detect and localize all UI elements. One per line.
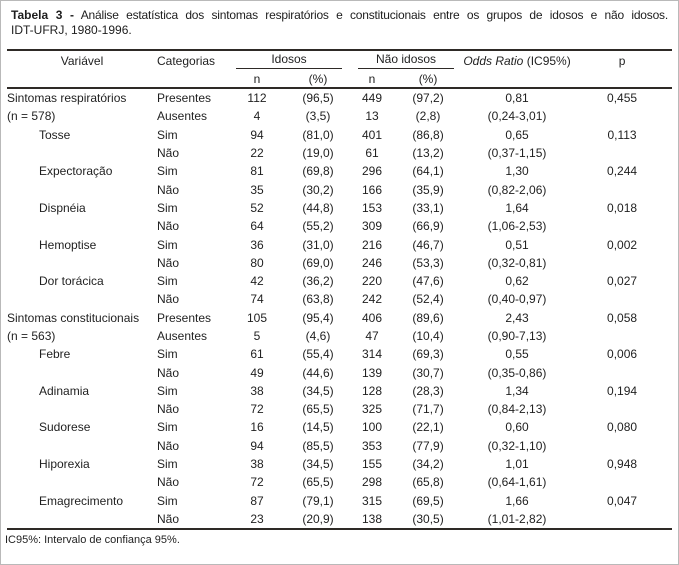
col-header-spacer	[157, 70, 228, 88]
cell-p-value	[572, 144, 672, 162]
cell-variable: Tosse	[39, 127, 71, 142]
table-number: Tabela 3 -	[11, 8, 74, 22]
cell-nao-idosos-pct: (69,3)	[412, 347, 444, 362]
cell-idosos-n: 94	[250, 127, 264, 142]
cell-idosos-n: 38	[250, 457, 264, 472]
table-row	[7, 327, 672, 345]
cell-category: Não	[157, 182, 180, 197]
col-header-spacer	[572, 70, 672, 88]
col-header-nao-idosos-n: n	[350, 70, 394, 88]
cell-odds-ratio: (0,82-2,06)	[487, 182, 547, 197]
cell-idosos-pct: (95,4)	[302, 310, 334, 325]
cell-nao-idosos-pct: (28,3)	[412, 383, 444, 398]
cell-nao-idosos-pct: (65,8)	[412, 475, 444, 490]
cell-category: Não	[157, 219, 180, 234]
cell-idosos-pct: (20,9)	[286, 510, 350, 529]
cell-category: Sim	[157, 420, 178, 435]
cell-nao-idosos-n: 13	[365, 109, 379, 124]
cell-odds-ratio: 2,43	[505, 310, 529, 325]
table-row	[7, 363, 672, 381]
cell-odds-ratio: (0,64-1,61)	[487, 475, 547, 490]
cell-odds-ratio: (0,90-7,13)	[487, 329, 547, 343]
table-row	[7, 88, 672, 107]
table-row	[7, 455, 672, 473]
cell-nao-idosos-pct: (13,2)	[412, 146, 444, 161]
cell-idosos-pct: (96,5)	[302, 91, 334, 106]
cell-nao-idosos-n: 242	[362, 292, 383, 307]
cell-nao-idosos-pct: (69,5)	[412, 493, 444, 508]
cell-idosos-n: 87	[250, 493, 264, 508]
cell-category: Sim	[157, 127, 178, 142]
cell-variable: Sintomas respiratórios	[7, 91, 127, 106]
cell-p-value	[572, 180, 672, 198]
cell-odds-ratio: 0,55	[505, 347, 529, 362]
cell-variable	[7, 437, 157, 455]
cell-nao-idosos-n: 325	[362, 402, 383, 417]
cell-nao-idosos-pct: (34,2)	[412, 457, 444, 472]
col-header-idosos-pct: (%)	[286, 70, 350, 88]
cell-category: Sim	[157, 347, 178, 362]
cell-variable	[7, 510, 157, 529]
cell-idosos-n: 16	[250, 420, 264, 435]
table-caption	[11, 8, 668, 38]
cell-idosos-pct: (69,8)	[302, 164, 334, 179]
cell-idosos-n: 72	[250, 402, 264, 417]
col-header-nao-idosos-pct: (%)	[394, 70, 462, 88]
cell-p-value: 0,948	[607, 457, 638, 472]
cell-category: Não	[157, 365, 180, 380]
cell-variable: Sudorese	[39, 420, 91, 435]
cell-nao-idosos-n: 246	[362, 255, 383, 270]
table-row	[7, 272, 672, 290]
col-group-nao-idosos	[350, 50, 462, 70]
cell-idosos-pct: (4,6)	[305, 329, 331, 343]
table-row	[7, 400, 672, 418]
statistics-table	[7, 49, 672, 530]
table-row	[7, 418, 672, 436]
cell-idosos-n: 81	[250, 164, 264, 179]
cell-idosos-n: 35	[250, 182, 264, 197]
cell-p-value	[572, 290, 672, 308]
table-body	[7, 88, 672, 529]
cell-idosos-n: 72	[250, 475, 264, 490]
table-footnote: IC95%: Intervalo de confiança 95%.	[5, 534, 180, 547]
table-header-row-sub	[7, 70, 672, 88]
cell-idosos-pct: (36,2)	[302, 274, 334, 289]
cell-variable: Emagrecimento	[39, 493, 124, 508]
cell-nao-idosos-n: 139	[362, 365, 383, 380]
cell-category: Ausentes	[157, 109, 208, 124]
cell-category: Não	[157, 402, 180, 417]
cell-odds-ratio: 0,51	[505, 237, 529, 252]
cell-idosos-n: 4	[253, 109, 261, 124]
cell-idosos-n: 42	[250, 274, 264, 289]
cell-p-value: 0,080	[607, 420, 638, 435]
table-row	[7, 345, 672, 363]
cell-odds-ratio: (0,35-0,86)	[487, 365, 547, 380]
cell-variable: Dor torácica	[39, 274, 104, 289]
cell-p-value	[572, 510, 672, 529]
table-row	[7, 382, 672, 400]
cell-nao-idosos-n: 47	[365, 329, 379, 343]
cell-nao-idosos-n: 314	[362, 347, 383, 362]
cell-nao-idosos-n: 155	[362, 457, 383, 472]
cell-idosos-n: 38	[250, 383, 264, 398]
cell-category: Sim	[157, 493, 178, 508]
cell-nao-idosos-pct: (30,7)	[412, 365, 444, 380]
cell-p-value: 0,027	[607, 274, 638, 289]
cell-variable	[7, 144, 157, 162]
cell-nao-idosos-n: 100	[362, 420, 383, 435]
cell-nao-idosos-n: 220	[362, 274, 383, 289]
cell-odds-ratio: 0,60	[505, 420, 529, 435]
col-group-idosos-label: Idosos	[236, 52, 342, 69]
cell-idosos-n: 36	[250, 237, 264, 252]
cell-p-value: 0,002	[607, 237, 638, 252]
cell-idosos-pct: (34,5)	[302, 457, 334, 472]
table-row	[7, 437, 672, 455]
cell-odds-ratio: (0,37-1,15)	[487, 146, 547, 161]
table-row	[7, 199, 672, 217]
cell-nao-idosos-n: 128	[362, 383, 383, 398]
cell-variable: Adinamia	[39, 383, 90, 398]
cell-idosos-n: 105	[246, 310, 268, 325]
cell-category: Sim	[157, 200, 178, 215]
cell-p-value	[572, 327, 672, 345]
table-row	[7, 126, 672, 144]
table-row	[7, 235, 672, 253]
table-caption-line2: IDT-UFRJ, 1980-1996.	[11, 23, 132, 37]
table-header-row-groups	[7, 50, 672, 70]
cell-idosos-pct: (69,0)	[302, 255, 334, 270]
cell-idosos-pct: (44,8)	[302, 200, 334, 215]
cell-variable	[7, 400, 157, 418]
table-caption-text: Análise estatística dos sintomas respiratórios e constitucionais entre os grupos de idosos e não idosos.	[80, 8, 668, 22]
cell-nao-idosos-n: 315	[362, 493, 383, 508]
cell-idosos-n: 94	[250, 438, 264, 453]
cell-variable: Sintomas constitucionais	[7, 310, 140, 325]
cell-odds-ratio: 0,65	[505, 127, 529, 142]
odds-ratio-italic-label: Odds Ratio	[463, 53, 524, 68]
cell-odds-ratio: 0,81	[505, 91, 529, 106]
cell-nao-idosos-n: 298	[362, 475, 383, 490]
cell-idosos-n: 5	[253, 329, 261, 343]
cell-p-value	[572, 107, 672, 125]
cell-variable: (n = 578)	[7, 109, 56, 124]
cell-variable: Dispnéia	[39, 200, 86, 215]
col-header-spacer	[7, 70, 157, 88]
cell-category: Não	[157, 510, 228, 529]
cell-odds-ratio: 0,62	[505, 274, 529, 289]
cell-idosos-n: 23	[228, 510, 286, 529]
cell-odds-ratio: 1,66	[505, 493, 529, 508]
cell-p-value	[572, 437, 672, 455]
cell-idosos-n: 49	[250, 365, 264, 380]
cell-category: Sim	[157, 237, 178, 252]
table-row	[7, 162, 672, 180]
cell-variable: (n = 563)	[7, 329, 56, 343]
col-header-odds-ratio	[462, 50, 572, 70]
table-row	[7, 290, 672, 308]
cell-variable: Hemoptise	[39, 237, 97, 252]
cell-idosos-pct: (65,5)	[302, 475, 334, 490]
cell-nao-idosos-pct: (86,8)	[412, 127, 444, 142]
cell-odds-ratio: (0,32-1,10)	[487, 438, 547, 453]
cell-p-value: 0,194	[607, 383, 638, 398]
table-row	[7, 144, 672, 162]
cell-p-value	[572, 473, 672, 491]
col-group-nao-idosos-label: Não idosos	[358, 52, 454, 69]
cell-p-value: 0,018	[607, 200, 638, 215]
cell-odds-ratio: (0,84-2,13)	[487, 402, 547, 417]
table-row	[7, 510, 672, 529]
cell-category: Sim	[157, 164, 178, 179]
cell-nao-idosos-pct: (2,8)	[415, 109, 441, 124]
cell-idosos-n: 64	[250, 219, 264, 234]
table-row	[7, 473, 672, 491]
cell-category: Sim	[157, 383, 178, 398]
cell-idosos-pct: (30,2)	[302, 182, 334, 197]
cell-category: Não	[157, 292, 180, 307]
cell-nao-idosos-n: 166	[362, 182, 383, 197]
cell-nao-idosos-n: 153	[362, 200, 383, 215]
table-row	[7, 107, 672, 125]
col-header-variavel: Variável	[7, 50, 157, 70]
cell-idosos-pct: (79,1)	[302, 493, 334, 508]
table-header	[7, 50, 672, 88]
cell-p-value	[572, 254, 672, 272]
cell-variable	[7, 217, 157, 235]
col-group-idosos	[228, 50, 350, 70]
cell-nao-idosos-pct: (46,7)	[412, 237, 444, 252]
table-caption-line1	[11, 8, 668, 23]
cell-odds-ratio: (1,01-2,82)	[462, 510, 572, 529]
cell-idosos-pct: (34,5)	[302, 383, 334, 398]
cell-odds-ratio: 1,64	[505, 200, 529, 215]
col-header-spacer	[462, 70, 572, 88]
cell-variable: Expectoração	[39, 164, 113, 179]
cell-nao-idosos-pct: (30,5)	[394, 510, 462, 529]
cell-idosos-pct: (85,5)	[302, 438, 334, 453]
cell-variable: Hiporexia	[39, 457, 90, 472]
odds-ratio-ci-label: (IC95%)	[526, 53, 571, 68]
table-row	[7, 492, 672, 510]
cell-category: Sim	[157, 274, 178, 289]
cell-p-value: 0,113	[607, 127, 637, 142]
cell-idosos-n: 52	[250, 200, 264, 215]
cell-idosos-n: 112	[247, 91, 267, 106]
col-header-categorias: Categorias	[157, 50, 228, 70]
cell-p-value	[572, 217, 672, 235]
cell-variable	[7, 180, 157, 198]
cell-idosos-pct: (19,0)	[302, 146, 334, 161]
cell-idosos-pct: (55,4)	[302, 347, 334, 362]
cell-odds-ratio: (0,32-0,81)	[487, 255, 547, 270]
cell-variable	[7, 363, 157, 381]
cell-nao-idosos-pct: (64,1)	[412, 164, 444, 179]
cell-idosos-pct: (14,5)	[302, 420, 334, 435]
cell-p-value	[572, 400, 672, 418]
cell-idosos-pct: (3,5)	[305, 109, 331, 124]
cell-p-value: 0,058	[607, 310, 638, 325]
cell-idosos-n: 61	[250, 347, 264, 362]
cell-nao-idosos-n: 353	[362, 438, 383, 453]
cell-odds-ratio: 1,34	[505, 383, 529, 398]
cell-nao-idosos-pct: (97,2)	[412, 91, 444, 106]
cell-nao-idosos-n: 449	[362, 91, 383, 106]
cell-nao-idosos-n: 309	[362, 219, 383, 234]
table-row	[7, 309, 672, 327]
cell-category: Sim	[157, 457, 178, 472]
cell-p-value	[572, 363, 672, 381]
cell-nao-idosos-pct: (52,4)	[412, 292, 444, 307]
cell-nao-idosos-pct: (53,3)	[412, 255, 444, 270]
cell-odds-ratio: 1,01	[505, 457, 529, 472]
cell-idosos-pct: (63,8)	[302, 292, 334, 307]
cell-nao-idosos-pct: (89,6)	[412, 310, 444, 325]
cell-p-value: 0,047	[607, 493, 638, 508]
cell-odds-ratio: 1,30	[505, 164, 529, 179]
cell-idosos-pct: (65,5)	[302, 402, 334, 417]
cell-idosos-pct: (44,6)	[302, 365, 334, 380]
cell-category: Ausentes	[157, 329, 208, 343]
cell-idosos-pct: (55,2)	[302, 219, 334, 234]
cell-variable	[7, 473, 157, 491]
cell-idosos-n: 80	[250, 255, 264, 270]
cell-odds-ratio: (1,06-2,53)	[487, 219, 547, 234]
cell-variable	[7, 290, 157, 308]
cell-category: Não	[157, 255, 180, 270]
table-row	[7, 180, 672, 198]
cell-idosos-n: 22	[250, 146, 264, 161]
cell-idosos-n: 74	[250, 292, 264, 307]
cell-p-value: 0,455	[607, 91, 638, 106]
cell-nao-idosos-n: 401	[362, 127, 383, 142]
cell-nao-idosos-pct: (77,9)	[412, 438, 444, 453]
cell-odds-ratio: (0,40-0,97)	[487, 292, 547, 307]
cell-nao-idosos-pct: (22,1)	[412, 420, 444, 435]
table-row	[7, 217, 672, 235]
cell-nao-idosos-n: 406	[362, 310, 383, 325]
cell-nao-idosos-pct: (33,1)	[412, 200, 444, 215]
cell-p-value: 0,006	[607, 347, 638, 362]
cell-nao-idosos-n: 216	[362, 237, 383, 252]
cell-category: Não	[157, 146, 180, 161]
cell-nao-idosos-n: 61	[365, 146, 379, 161]
cell-idosos-pct: (31,0)	[302, 237, 334, 252]
col-header-idosos-n: n	[228, 70, 286, 88]
cell-category: Não	[157, 438, 180, 453]
cell-nao-idosos-pct: (10,4)	[412, 329, 444, 343]
cell-variable: Febre	[39, 347, 71, 362]
cell-nao-idosos-pct: (66,9)	[412, 219, 444, 234]
cell-idosos-pct: (81,0)	[302, 127, 334, 142]
cell-nao-idosos-n: 138	[350, 510, 394, 529]
cell-nao-idosos-pct: (35,9)	[412, 182, 444, 197]
cell-p-value: 0,244	[607, 164, 638, 179]
cell-variable	[7, 254, 157, 272]
cell-odds-ratio: (0,24-3,01)	[487, 109, 547, 124]
cell-category: Não	[157, 475, 180, 490]
col-header-p: p	[572, 50, 672, 70]
cell-nao-idosos-pct: (71,7)	[412, 402, 444, 417]
cell-category: Presentes	[157, 310, 212, 325]
cell-nao-idosos-n: 296	[362, 164, 383, 179]
cell-category: Presentes	[157, 91, 212, 106]
cell-nao-idosos-pct: (47,6)	[412, 274, 444, 289]
table-row	[7, 254, 672, 272]
